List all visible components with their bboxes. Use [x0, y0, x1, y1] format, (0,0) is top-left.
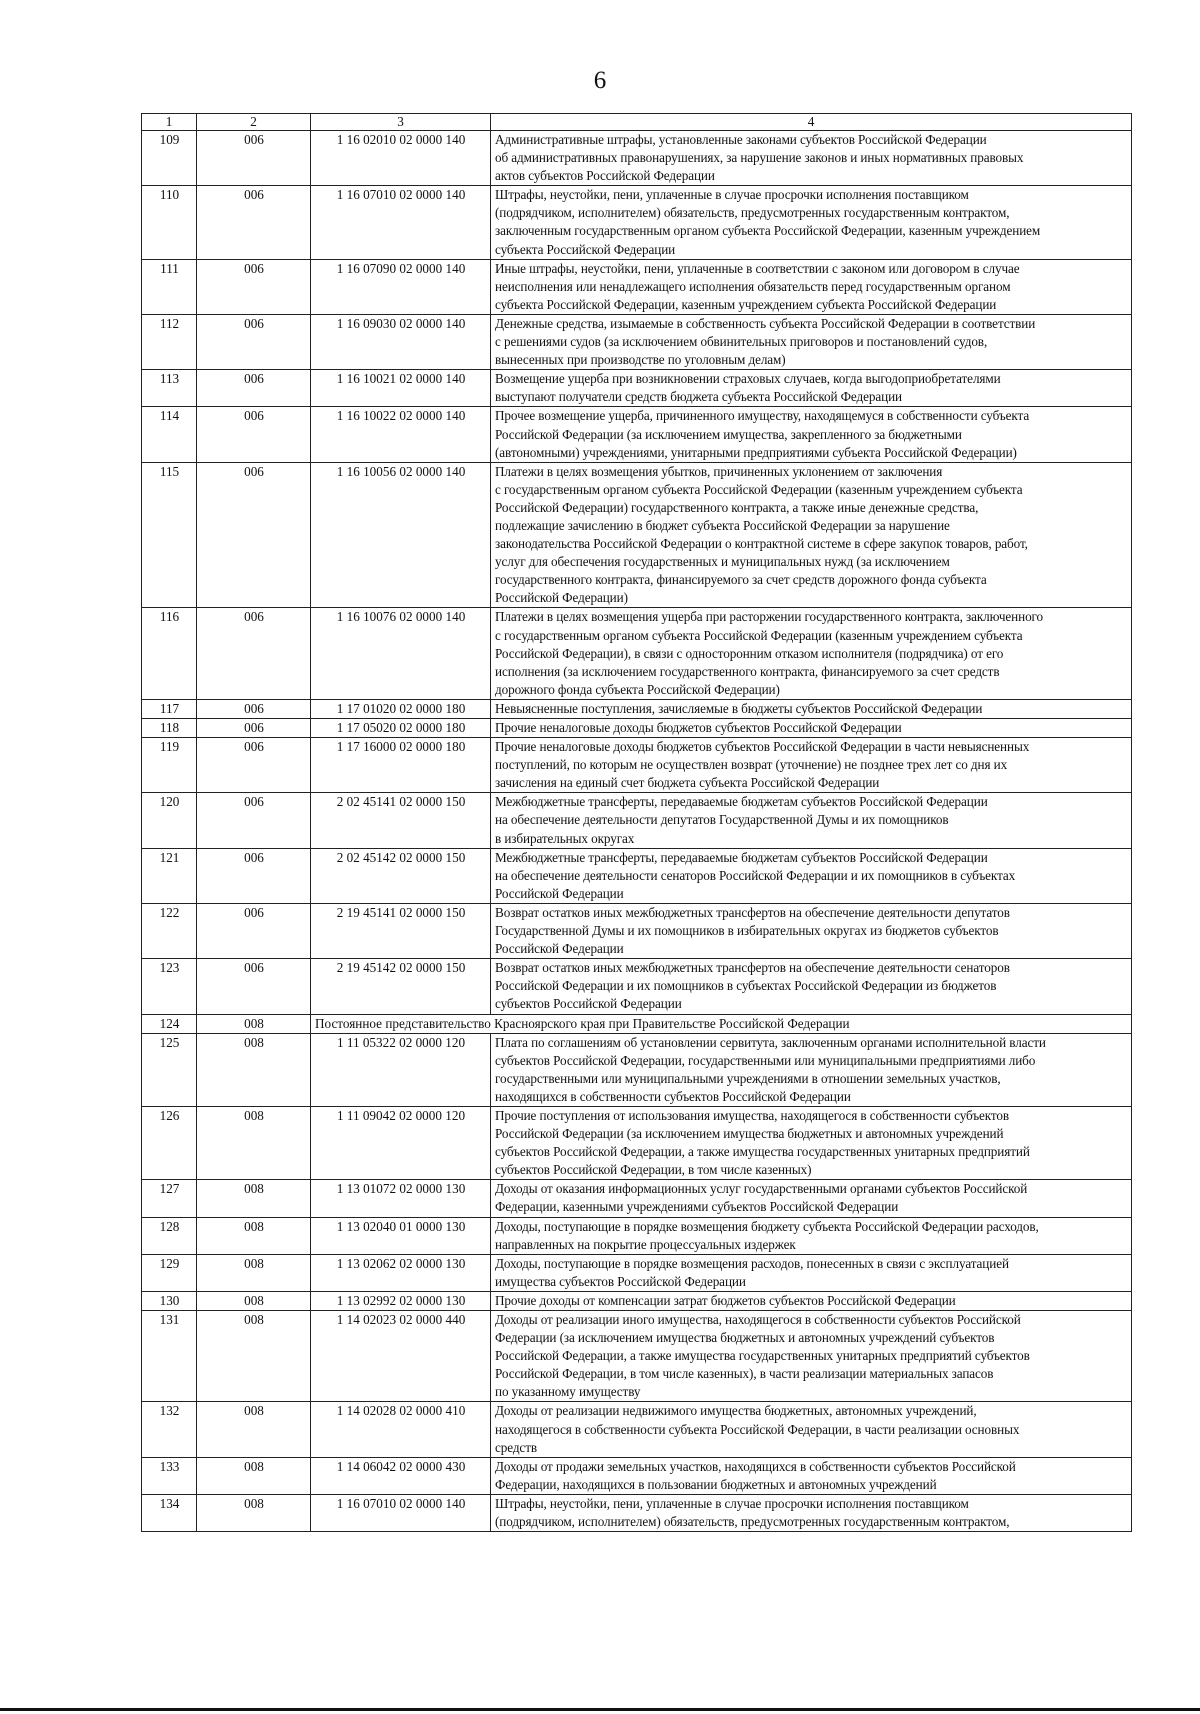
table-row	[142, 1457, 1132, 1494]
revenue-description-cell	[491, 1217, 1132, 1254]
row-number-cell: 129	[142, 1254, 197, 1291]
revenue-code-cell: 1 11 05322 02 0000 120	[311, 1033, 491, 1106]
description-line: Межбюджетные трансферты, передаваемые бюджетам субъектов Российской Федерации	[495, 794, 988, 810]
table-row	[142, 407, 1132, 462]
admin-code-cell: 006	[197, 959, 311, 1014]
revenue-code-cell: 1 16 10022 02 0000 140	[311, 407, 491, 462]
admin-code-cell: 008	[197, 1311, 311, 1402]
description-line: Доходы, поступающие в порядке возмещения расходов, понесенных в связи с эксплуатацией	[495, 1255, 1009, 1271]
description-line: Прочие доходы от компенсации затрат бюджетов субъектов Российской Федерации	[495, 1292, 956, 1308]
admin-code-cell: 006	[197, 370, 311, 407]
row-number-cell: 127	[142, 1180, 197, 1217]
table-row	[142, 1106, 1132, 1179]
description-line: государственными или муниципальными учреждениями в отношении земельных участков,	[495, 1070, 1001, 1086]
description-line: Платежи в целях возмещения ущерба при расторжении государственного контракта, заключенного	[495, 609, 1044, 625]
table-header-row	[142, 114, 1132, 131]
revenue-description-cell	[491, 699, 1132, 718]
description-line: Российской Федерации (за исключением имущества бюджетных и автономных учреждений	[495, 1126, 1004, 1142]
table-row	[142, 1014, 1132, 1033]
description-line: субъектов Российской Федерации	[495, 996, 682, 1012]
description-line: Доходы от оказания информационных услуг государственными органами субъектов Российской	[495, 1181, 1028, 1197]
admin-code-cell: 006	[197, 608, 311, 699]
row-number-cell: 121	[142, 848, 197, 903]
description-line: Платежи в целях возмещения убытков, причиненных уклонением от заключения	[495, 463, 943, 479]
table-row	[142, 1291, 1132, 1310]
revenue-code-cell: 2 19 45142 02 0000 150	[311, 959, 491, 1014]
admin-code-cell: 008	[197, 1033, 311, 1106]
description-line: выступают получатели средств бюджета субъекта Российской Федерации	[495, 389, 902, 405]
revenue-description-cell	[491, 1457, 1132, 1494]
admin-code-cell: 008	[197, 1402, 311, 1457]
revenue-description-cell	[491, 848, 1132, 903]
description-line: вынесенных при производстве по уголовным делам)	[495, 352, 786, 368]
row-number-cell: 117	[142, 699, 197, 718]
description-line: Доходы от продажи земельных участков, находящихся в собственности субъектов Российской	[495, 1458, 1016, 1474]
description-line: подлежащие зачислению в бюджет субъекта Российской Федерации за нарушение	[495, 517, 950, 533]
table-row	[142, 462, 1132, 608]
revenue-code-cell: 1 17 16000 02 0000 180	[311, 738, 491, 793]
description-line: субъектов Российской Федерации, а также имущества государственных унитарных предприятий	[495, 1144, 1030, 1160]
description-line: Прочее возмещение ущерба, причиненного имуществу, находящемуся в собственности субъекта	[495, 408, 1030, 424]
revenue-code-cell: 1 11 09042 02 0000 120	[311, 1106, 491, 1179]
description-line: Федерации, находящихся в пользовании бюджетных и автономных учреждений	[495, 1476, 937, 1492]
description-line: направленных на покрытие процессуальных издержек	[495, 1236, 796, 1252]
admin-code-cell: 006	[197, 719, 311, 738]
revenue-description-cell	[491, 1402, 1132, 1457]
row-number-cell: 115	[142, 462, 197, 608]
description-line: законодательства Российской Федерации о контрактной системе в сфере закупок товаров, работ,	[495, 536, 1028, 552]
description-line: Штрафы, неустойки, пени, уплаченные в случае просрочки исполнения поставщиком	[495, 1495, 969, 1511]
revenue-description-cell	[491, 719, 1132, 738]
description-line: Штрафы, неустойки, пени, уплаченные в случае просрочки исполнения поставщиком	[495, 187, 969, 203]
table-row	[142, 1254, 1132, 1291]
admin-code-cell: 006	[197, 462, 311, 608]
revenue-code-cell: 1 14 06042 02 0000 430	[311, 1457, 491, 1494]
page-number: 6	[593, 67, 607, 94]
revenue-code-cell: 1 16 07090 02 0000 140	[311, 259, 491, 314]
row-number-cell: 122	[142, 903, 197, 958]
row-number-cell: 132	[142, 1402, 197, 1457]
revenue-code-cell: 1 13 02040 01 0000 130	[311, 1217, 491, 1254]
description-line: Денежные средства, изымаемые в собственность субъекта Российской Федерации в соответствии	[495, 315, 1036, 331]
description-line: актов субъектов Российской Федерации	[495, 168, 715, 184]
revenue-code-cell: 1 13 02992 02 0000 130	[311, 1291, 491, 1310]
column-header-3: 3	[311, 114, 491, 131]
description-line: дорожного фонда субъекта Российской Федерации)	[495, 681, 780, 697]
revenue-code-cell: 1 14 02023 02 0000 440	[311, 1311, 491, 1402]
table-row	[142, 699, 1132, 718]
table-row	[142, 314, 1132, 369]
row-number-cell: 113	[142, 370, 197, 407]
table-row	[142, 1311, 1132, 1402]
description-line: Доходы от реализации недвижимого имущества бюджетных, автономных учреждений,	[495, 1403, 977, 1419]
admin-code-cell: 008	[197, 1254, 311, 1291]
row-number-cell: 109	[142, 131, 197, 186]
admin-code-cell: 008	[197, 1014, 311, 1033]
column-header-2: 2	[197, 114, 311, 131]
revenue-code-cell: 2 02 45141 02 0000 150	[311, 793, 491, 848]
description-line: с государственным органом субъекта Российской Федерации (казенным учреждением субъекта	[495, 627, 1023, 643]
description-line: Прочие неналоговые доходы бюджетов субъектов Российской Федерации	[495, 720, 902, 735]
revenue-description-cell	[491, 793, 1132, 848]
row-number-cell: 126	[142, 1106, 197, 1179]
revenue-description-cell	[491, 131, 1132, 186]
admin-code-cell: 008	[197, 1217, 311, 1254]
description-line: Федерации, казенными учреждениями субъектов Российской Федерации	[495, 1199, 899, 1215]
admin-code-cell: 008	[197, 1494, 311, 1531]
table-row	[142, 848, 1132, 903]
revenue-code-cell: 1 16 10056 02 0000 140	[311, 462, 491, 608]
description-line: Федерации (за исключением имущества бюджетных и автономных учреждений субъектов	[495, 1330, 995, 1346]
admin-code-cell: 008	[197, 1457, 311, 1494]
admin-code-cell: 006	[197, 903, 311, 958]
description-line: в избирательных округах	[495, 830, 635, 846]
admin-code-cell: 008	[197, 1180, 311, 1217]
description-line: Иные штрафы, неустойки, пени, уплаченные в соответствии с законом или договором в случае	[495, 260, 1020, 276]
revenue-description-cell	[491, 1291, 1132, 1310]
revenue-description-cell	[491, 1106, 1132, 1179]
row-number-cell: 114	[142, 407, 197, 462]
description-line: Российской Федерации, в том числе казенных), в части реализации материальных запасов	[495, 1366, 994, 1382]
table-body	[142, 114, 1132, 1532]
table-row	[142, 186, 1132, 259]
description-line: Возврат остатков иных межбюджетных трансфертов на обеспечение деятельности сенаторов	[495, 960, 1010, 976]
row-number-cell: 120	[142, 793, 197, 848]
revenue-description-cell	[491, 314, 1132, 369]
revenue-codes-table	[141, 113, 1132, 1532]
description-line: Российской Федерации), в связи с односторонним отказом исполнителя (подрядчика) от его	[495, 645, 1004, 661]
revenue-code-cell: 1 16 09030 02 0000 140	[311, 314, 491, 369]
revenue-code-cell: 1 16 10021 02 0000 140	[311, 370, 491, 407]
row-number-cell: 119	[142, 738, 197, 793]
table-row	[142, 738, 1132, 793]
revenue-description-cell	[491, 1494, 1132, 1531]
description-line: Плата по соглашениям об установлении сервитута, заключенным органами исполнительной власти	[495, 1034, 1046, 1050]
row-number-cell: 133	[142, 1457, 197, 1494]
description-line: субъектов Российской Федерации, в том числе казенных)	[495, 1162, 812, 1178]
revenue-description-cell	[491, 462, 1132, 608]
admin-code-cell: 006	[197, 259, 311, 314]
description-line: Административные штрафы, установленные законами субъектов Российской Федерации	[495, 132, 987, 147]
revenue-description-cell	[491, 1311, 1132, 1402]
revenue-description-cell	[491, 608, 1132, 699]
revenue-code-cell: 2 19 45141 02 0000 150	[311, 903, 491, 958]
row-number-cell: 124	[142, 1014, 197, 1033]
description-line: неисполнения или ненадлежащего исполнения обязательств перед государственным органом	[495, 278, 1011, 294]
description-line: Российской Федерации и их помощников в субъектах Российской Федерации из бюджетов	[495, 978, 997, 994]
admin-code-cell: 008	[197, 1291, 311, 1310]
description-line: Доходы от реализации иного имущества, находящегося в собственности субъектов Российской	[495, 1312, 1021, 1327]
description-line: находящегося в собственности субъекта Российской Федерации, в части реализации основных	[495, 1421, 1020, 1437]
admin-code-cell: 006	[197, 131, 311, 186]
description-line: Российской Федерации	[495, 941, 624, 957]
row-number-cell: 118	[142, 719, 197, 738]
description-line: имущества субъектов Российской Федерации	[495, 1273, 746, 1289]
revenue-description-cell	[491, 1033, 1132, 1106]
revenue-description-cell	[491, 186, 1132, 259]
admin-code-cell: 008	[197, 1106, 311, 1179]
row-number-cell: 130	[142, 1291, 197, 1310]
admin-code-cell: 006	[197, 793, 311, 848]
admin-code-cell: 006	[197, 848, 311, 903]
description-line: Государственной Думы и их помощников в избирательных округах из бюджетов субъектов	[495, 923, 999, 939]
description-line: зачисления на единый счет бюджета субъекта Российской Федерации	[495, 775, 880, 791]
description-line: на обеспечение деятельности сенаторов Российской Федерации и их помощников в субъектах	[495, 867, 1016, 883]
row-number-cell: 116	[142, 608, 197, 699]
table-row	[142, 719, 1132, 738]
revenue-code-cell: 1 17 01020 02 0000 180	[311, 699, 491, 718]
revenue-description-cell	[491, 959, 1132, 1014]
description-line: Российской Федерации	[495, 885, 624, 901]
table-row	[142, 959, 1132, 1014]
revenue-code-cell: 1 16 10076 02 0000 140	[311, 608, 491, 699]
page-bottom-rule	[0, 1708, 1200, 1711]
revenue-description-cell	[491, 903, 1132, 958]
description-line: (подрядчиком, исполнителем) обязательств, предусмотренных государственным контрактом,	[495, 1514, 1010, 1530]
row-number-cell: 134	[142, 1494, 197, 1531]
description-line: Возмещение ущерба при возникновении страховых случаев, когда выгодоприобретателями	[495, 371, 1001, 387]
revenue-code-cell: 1 16 07010 02 0000 140	[311, 1494, 491, 1531]
description-line: Доходы, поступающие в порядке возмещения бюджету субъекта Российской Федерации расходов,	[495, 1218, 1039, 1234]
description-line: Прочие поступления от использования имущества, находящегося в собственности субъектов	[495, 1107, 1010, 1123]
column-header-4: 4	[491, 114, 1132, 131]
description-line: субъекта Российской Федерации, казенным учреждением субъекта Российской Федерации	[495, 296, 997, 312]
description-line: по указанному имуществу	[495, 1384, 641, 1400]
description-line: Прочие неналоговые доходы бюджетов субъектов Российской Федерации в части невыясненных	[495, 739, 1030, 755]
revenue-description-cell	[491, 370, 1132, 407]
table-row	[142, 1217, 1132, 1254]
admin-code-cell: 006	[197, 407, 311, 462]
revenue-description-cell	[491, 407, 1132, 462]
description-line: государственного контракта, финансируемого за счет средств дорожного фонда субъекта	[495, 572, 987, 588]
revenue-code-cell: 1 13 01072 02 0000 130	[311, 1180, 491, 1217]
admin-code-cell: 006	[197, 186, 311, 259]
revenue-code-cell: 1 13 02062 02 0000 130	[311, 1254, 491, 1291]
table-row	[142, 259, 1132, 314]
row-number-cell: 110	[142, 186, 197, 259]
description-line: субъектов Российской Федерации, государственными или муниципальными предприятиями либо	[495, 1052, 1036, 1068]
table-row	[142, 1180, 1132, 1217]
table-row	[142, 1033, 1132, 1106]
description-line: исполнения (за исключением государственного контракта, финансируемого за счет средств	[495, 663, 1000, 679]
revenue-code-cell: 1 14 02028 02 0000 410	[311, 1402, 491, 1457]
table-row	[142, 1402, 1132, 1457]
table-row	[142, 131, 1132, 186]
row-number-cell: 128	[142, 1217, 197, 1254]
description-line: средств	[495, 1439, 537, 1455]
description-line: Невыясненные поступления, зачисляемые в бюджеты субъектов Российской Федерации	[495, 700, 983, 716]
table-row	[142, 903, 1132, 958]
revenue-description-cell	[491, 1180, 1132, 1217]
column-header-1: 1	[142, 114, 197, 131]
table-row	[142, 1494, 1132, 1531]
description-line: услуг для обеспечения государственных и муниципальных нужд (за исключением	[495, 554, 950, 570]
admin-code-cell: 006	[197, 738, 311, 793]
revenue-code-cell: 1 17 05020 02 0000 180	[311, 719, 491, 738]
revenue-description-cell	[491, 738, 1132, 793]
description-line: Российской Федерации) государственного контракта, а также иные денежные средства,	[495, 499, 979, 515]
description-line: Российской Федерации)	[495, 590, 628, 606]
row-number-cell: 131	[142, 1311, 197, 1402]
description-line: субъекта Российской Федерации	[495, 241, 676, 257]
description-line: об административных правонарушениях, за нарушение законов и иных нормативных правовых	[495, 150, 1024, 166]
description-line: заключенным государственным органом субъекта Российской Федерации, казенным учреждением	[495, 223, 1041, 239]
description-line: Возврат остатков иных межбюджетных трансфертов на обеспечение деятельности депутатов	[495, 904, 1010, 920]
admin-code-cell: 006	[197, 314, 311, 369]
row-number-cell: 112	[142, 314, 197, 369]
description-line: находящихся в собственности субъектов Российской Федерации	[495, 1088, 851, 1104]
revenue-code-cell: 1 16 07010 02 0000 140	[311, 186, 491, 259]
description-line: (подрядчиком, исполнителем) обязательств, предусмотренных государственным контрактом,	[495, 205, 1010, 221]
description-line: Межбюджетные трансферты, передаваемые бюджетам субъектов Российской Федерации	[495, 849, 988, 865]
description-line: Российской Федерации, а также имущества государственных унитарных предприятий субъектов	[495, 1348, 1030, 1364]
administrator-name-cell: Постоянное представительство Красноярского края при Правительстве Российской Федерации	[311, 1014, 1132, 1033]
row-number-cell: 123	[142, 959, 197, 1014]
row-number-cell: 125	[142, 1033, 197, 1106]
description-line: на обеспечение деятельности депутатов Государственной Думы и их помощников	[495, 812, 949, 828]
admin-code-cell: 006	[197, 699, 311, 718]
description-line: с государственным органом субъекта Российской Федерации (казенным учреждением субъекта	[495, 481, 1023, 497]
table-row	[142, 370, 1132, 407]
description-line: поступлений, по которым не осуществлен возврат (уточнение) не позднее трех лет со дня их	[495, 757, 1008, 773]
description-line: с решениями судов (за исключением обвинительных приговоров и постановлений судов,	[495, 334, 988, 350]
row-number-cell: 111	[142, 259, 197, 314]
table-row	[142, 608, 1132, 699]
table-row	[142, 793, 1132, 848]
description-line: Российской Федерации (за исключением имущества, закрепленного за бюджетными	[495, 426, 962, 442]
revenue-description-cell	[491, 259, 1132, 314]
revenue-description-cell	[491, 1254, 1132, 1291]
revenue-code-cell: 2 02 45142 02 0000 150	[311, 848, 491, 903]
description-line: (автономными) учреждениями, унитарными предприятиями субъекта Российской Федерации)	[495, 444, 1017, 460]
revenue-code-cell: 1 16 02010 02 0000 140	[311, 131, 491, 186]
